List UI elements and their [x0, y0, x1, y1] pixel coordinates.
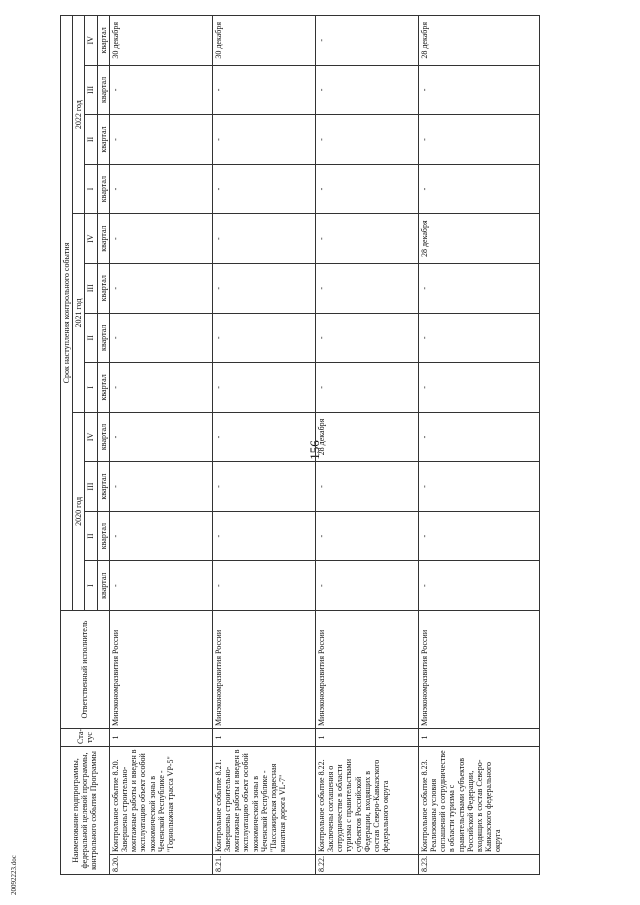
- row-quarter-cell: -: [212, 263, 315, 313]
- row-quarter-cell: 30 декабря: [109, 16, 212, 66]
- header-deadline: Срок наступления контрольного события: [61, 16, 73, 611]
- row-quarter-cell: -: [418, 363, 539, 413]
- header-quarter-word: квартал: [97, 313, 109, 363]
- row-quarter-cell: -: [109, 313, 212, 363]
- row-quarter-cell: -: [418, 164, 539, 214]
- header-quarter-number: IV: [85, 214, 97, 264]
- row-quarter-cell: -: [109, 462, 212, 512]
- header-quarter-number: II: [85, 115, 97, 165]
- row-quarter-cell: -: [109, 263, 212, 313]
- row-quarter-cell: 28 декабря: [418, 214, 539, 264]
- table-row: [315, 16, 418, 875]
- row-event-name: Контрольное событие 8.22. Заключены соглашения о сотрудничестве в области туризма с правительствами субъектов Российской Федерации, входящих в состав Северо-Кавказского федерального округа: [315, 747, 418, 855]
- row-status: 1: [212, 729, 315, 747]
- header-quarter-number: II: [85, 313, 97, 363]
- row-quarter-cell: -: [315, 16, 418, 66]
- row-event-name: Контрольное событие 8.21. Завершены строительно-монтажные работы и введен в эксплуатацию объект особой экономической зоны в Чеченской Республике - "Пассажирская подвесная канатная дорога VL-7": [212, 747, 315, 855]
- header-quarter-word: квартал: [97, 561, 109, 611]
- row-quarter-cell: -: [212, 511, 315, 561]
- header-quarter-number: IV: [85, 412, 97, 462]
- row-quarter-cell: -: [418, 115, 539, 165]
- header-year: 2022 год: [73, 16, 85, 214]
- row-number: 8.22.: [315, 855, 418, 875]
- header-quarter-word: квартал: [97, 412, 109, 462]
- row-quarter-cell: -: [315, 363, 418, 413]
- header-executor: Ответственный исполнитель: [61, 611, 110, 729]
- table-row: [418, 16, 539, 875]
- header-quarter-number: I: [85, 164, 97, 214]
- row-quarter-cell: -: [418, 65, 539, 115]
- row-event-name: Контрольное событие 8.20. Завершены строительно-монтажные работы и введен в эксплуатацию объект особой экономической зоны в Чеченской Республике - "Горнолыжная трасса VP-5": [109, 747, 212, 855]
- row-status: 1: [315, 729, 418, 747]
- header-quarter-word: квартал: [97, 214, 109, 264]
- row-quarter-cell: -: [212, 412, 315, 462]
- header-quarter-word: квартал: [97, 16, 109, 66]
- row-number: 8.23.: [418, 855, 539, 875]
- row-quarter-cell: -: [109, 214, 212, 264]
- row-quarter-cell: -: [315, 313, 418, 363]
- header-quarter-number: I: [85, 363, 97, 413]
- row-quarter-cell: -: [109, 511, 212, 561]
- header-quarter-number: III: [85, 263, 97, 313]
- control-events-table: [60, 15, 540, 875]
- row-quarter-cell: -: [315, 164, 418, 214]
- row-quarter-cell: -: [212, 115, 315, 165]
- row-quarter-cell: 28 декабря: [315, 412, 418, 462]
- row-quarter-cell: -: [109, 164, 212, 214]
- row-quarter-cell: -: [109, 65, 212, 115]
- header-quarter-word: квартал: [97, 363, 109, 413]
- row-quarter-cell: -: [315, 263, 418, 313]
- row-quarter-cell: -: [418, 462, 539, 512]
- row-quarter-cell: -: [109, 412, 212, 462]
- row-quarter-cell: -: [418, 263, 539, 313]
- row-quarter-cell: -: [109, 363, 212, 413]
- table-row: [212, 16, 315, 875]
- row-executor: Минэкономразвития России: [418, 611, 539, 729]
- row-event-name: Контрольное событие 8.23. Реализованы условия соглашений о сотрудничестве в области туризма с правительствами субъектов Российской Федерации, входящих в состав Северо-Кавказского федерального округа: [418, 747, 539, 855]
- row-quarter-cell: -: [212, 363, 315, 413]
- row-quarter-cell: -: [315, 511, 418, 561]
- row-quarter-cell: -: [109, 561, 212, 611]
- row-quarter-cell: -: [418, 313, 539, 363]
- row-number: 8.21.: [212, 855, 315, 875]
- row-number: 8.20.: [109, 855, 212, 875]
- header-quarter-word: квартал: [97, 65, 109, 115]
- row-quarter-cell: -: [212, 561, 315, 611]
- header-quarter-word: квартал: [97, 115, 109, 165]
- row-quarter-cell: -: [212, 462, 315, 512]
- row-quarter-cell: -: [315, 462, 418, 512]
- row-quarter-cell: -: [109, 115, 212, 165]
- row-quarter-cell: -: [418, 412, 539, 462]
- header-quarter-number: IV: [85, 16, 97, 66]
- control-events-table-sheet: [60, 15, 565, 875]
- header-status: Ста-тус: [61, 729, 110, 747]
- document-reference: 20092223.doc: [10, 855, 18, 895]
- header-quarter-word: квартал: [97, 511, 109, 561]
- row-executor: Минэкономразвития России: [212, 611, 315, 729]
- row-quarter-cell: -: [315, 115, 418, 165]
- row-executor: Минэкономразвития России: [315, 611, 418, 729]
- page-number: 156: [307, 440, 322, 460]
- header-quarter-number: III: [85, 462, 97, 512]
- header-quarter-word: квартал: [97, 263, 109, 313]
- row-quarter-cell: 28 декабря: [418, 16, 539, 66]
- row-quarter-cell: -: [418, 511, 539, 561]
- table-row: [109, 16, 212, 875]
- row-status: 1: [109, 729, 212, 747]
- row-quarter-cell: -: [315, 561, 418, 611]
- row-quarter-cell: -: [212, 313, 315, 363]
- header-quarter-number: III: [85, 65, 97, 115]
- header-quarter-word: квартал: [97, 462, 109, 512]
- header-name: Наименование подпрограммы, федеральной целевой программы, контрольного события Программы: [61, 747, 110, 875]
- header-year: 2021 год: [73, 214, 85, 412]
- row-quarter-cell: -: [315, 65, 418, 115]
- row-quarter-cell: -: [418, 561, 539, 611]
- header-year: 2020 год: [73, 412, 85, 610]
- row-status: 1: [418, 729, 539, 747]
- row-quarter-cell: 30 декабря: [212, 16, 315, 66]
- header-quarter-number: II: [85, 511, 97, 561]
- row-quarter-cell: -: [212, 65, 315, 115]
- header-quarter-number: I: [85, 561, 97, 611]
- row-quarter-cell: -: [212, 164, 315, 214]
- header-quarter-word: квартал: [97, 164, 109, 214]
- row-quarter-cell: -: [315, 214, 418, 264]
- row-executor: Минэкономразвития России: [109, 611, 212, 729]
- row-quarter-cell: -: [212, 214, 315, 264]
